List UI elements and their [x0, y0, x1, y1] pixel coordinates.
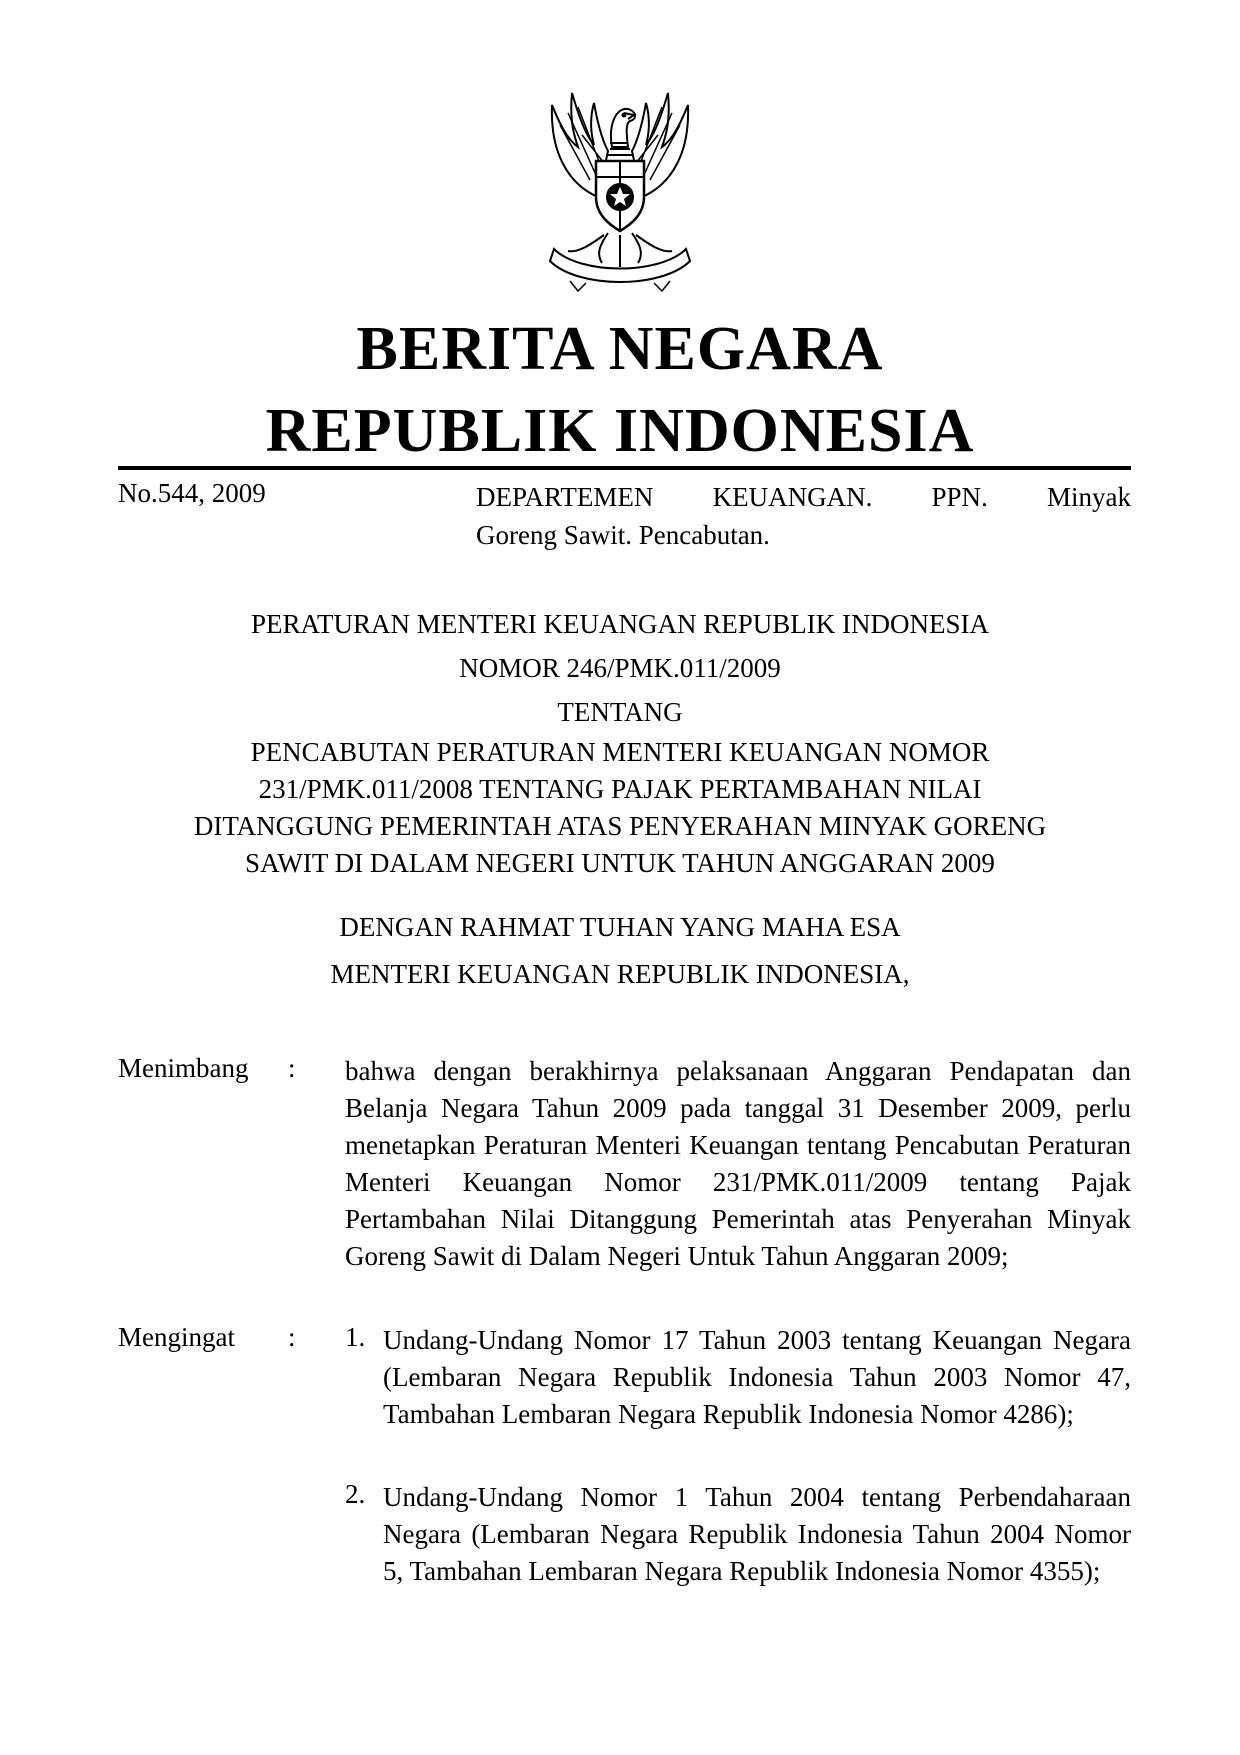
menimbang-colon: :: [288, 1053, 296, 1083]
list-item-text: Undang-Undang Nomor 1 Tahun 2004 tentang Perbendaharaan Negara (Lembaran Negara Republik Indonesia Tahun 2004 Nomor 5, Tambahan Lembaran Negara Republik Indonesia Nomor 4355);: [383, 1482, 1131, 1586]
menimbang-text: bahwa dengan berakhirnya pelaksanaan Anggaran Pendapatan dan Belanja Negara Tahun 2009 pada tanggal 31 Desember 2009, perlu menetapkan Peraturan Menteri Keuangan tentang Pencabutan Peraturan Menteri Keuangan Nomor 231/PMK.011/2009 tentang Pajak Pertambahan Nilai Ditanggung Pemerintah atas Penyerahan Minyak Goreng Sawit di Dalam Negeri Untuk Tahun Anggaran 2009;: [345, 1056, 1131, 1271]
masthead-subtitle: REPUBLIK INDONESIA: [265, 397, 975, 465]
invocation: DENGAN RAHMAT TUHAN YANG MAHA ESA: [339, 912, 901, 942]
list-item-text: Undang-Undang Nomor 17 Tahun 2003 tentang Keuangan Negara (Lembaran Negara Republik Indonesia Tahun 2003 Nomor 47, Tambahan Lembaran Negara Republik Indonesia Nomor 4286);: [383, 1325, 1131, 1429]
subject-line: PENCABUTAN PERATURAN MENTERI KEUANGAN NOMOR: [250, 737, 990, 767]
subject-line: DITANGGUNG PEMERINTAH ATAS PENYERAHAN MINYAK GORENG: [193, 811, 1047, 841]
mengingat-colon: :: [288, 1322, 296, 1352]
regulation-number: NOMOR 246/PMK.011/2009: [459, 653, 781, 683]
subject-line: SAWIT DI DALAM NEGERI UNTUK TAHUN ANGGARAN 2009: [245, 848, 995, 878]
issue-number: No.544, 2009: [118, 478, 266, 508]
issue-topic: [476, 478, 1131, 554]
issue-topic-line2: Goreng Sawit. Pencabutan.: [476, 520, 770, 550]
topic-word: PPN.: [931, 482, 988, 512]
mengingat-label: Mengingat: [118, 1322, 235, 1352]
list-item-number: 2.: [345, 1479, 366, 1509]
garuda-emblem-icon: [520, 85, 720, 300]
masthead-title: BERITA NEGARA: [356, 315, 884, 383]
topic-word: KEUANGAN.: [712, 482, 873, 512]
masthead-divider: [118, 466, 1131, 470]
topic-word: DEPARTEMEN: [476, 482, 654, 512]
regulation-subject: [0, 734, 1240, 882]
regulation-title: PERATURAN MENTERI KEUANGAN REPUBLIK INDONESIA: [251, 609, 989, 639]
issuer: MENTERI KEUANGAN REPUBLIK INDONESIA,: [330, 959, 910, 989]
menimbang-label: Menimbang: [118, 1053, 249, 1083]
topic-word: Minyak: [1046, 482, 1131, 512]
list-item-number: 1.: [345, 1322, 366, 1352]
issue-topic-line1: [476, 478, 1131, 516]
subject-line: 231/PMK.011/2008 TENTANG PAJAK PERTAMBAHAN NILAI: [258, 774, 982, 804]
regulation-heading: [0, 602, 1240, 734]
regulation-about: TENTANG: [557, 697, 683, 727]
